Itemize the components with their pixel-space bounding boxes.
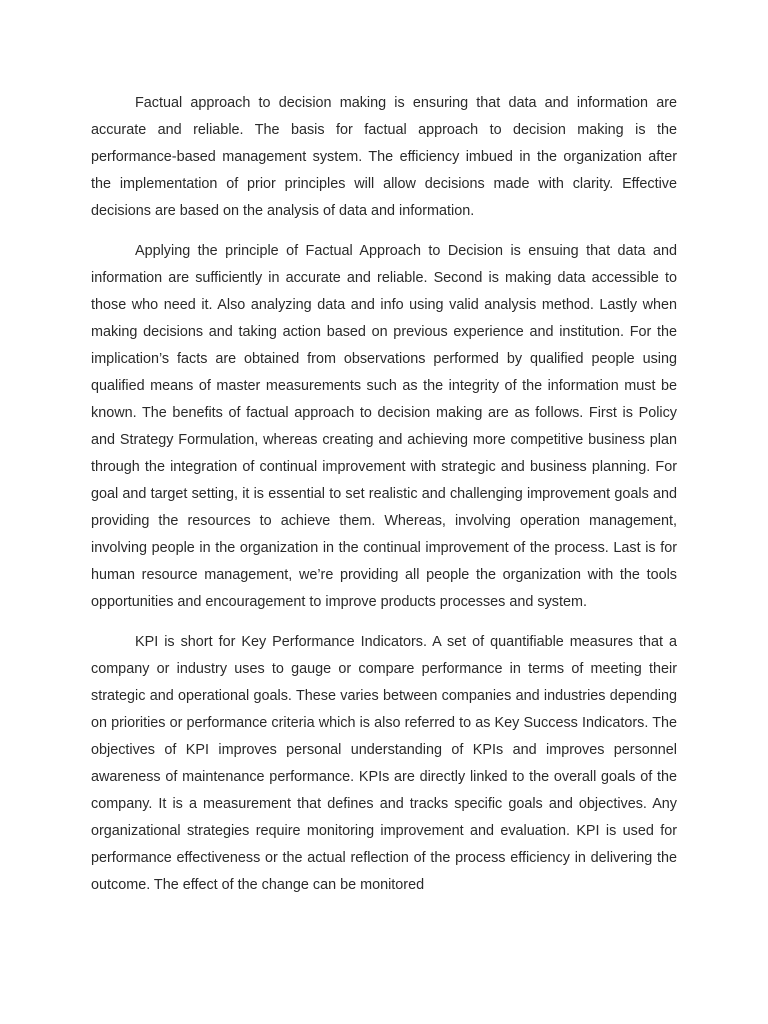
paragraph-kpi: KPI is short for Key Performance Indicators. A set of quantifiable measures that a company or industry uses to gauge or compare performance in terms of meeting their strategic and operational goals. These varies between companies and industries depending on priorities or performance criteria which is also referred to as Key Success Indicators. The objectives of KPI improves personal understanding of KPIs and improves personnel awareness of maintenance performance. KPIs are directly linked to the overall goals of the company. It is a measurement that defines and tracks specific goals and objectives. Any organizational strategies require monitoring improvement and evaluation. KPI is used for performance effectiveness or the actual reflection of the process efficiency in delivering the outcome. The effect of the change can be monitored: [91, 634, 677, 893]
paragraph-applying-principle: Applying the principle of Factual Approach to Decision is ensuing that data and information are sufficiently in accurate and reliable. Second is making data accessible to those who need it. Also analyzing data and info using valid analysis method. Lastly when making decisions and taking action based on previous experience and institution. For the implication’s facts are obtained from observations performed by qualified people using qualified means of master measurements such as the integrity of the information must be known. The benefits of factual approach to decision making are as follows. First is Policy and Strategy Formulation, whereas creating and achieving more competitive business plan through the integration of continual improvement with strategic and business planning. For goal and target setting, it is essential to set realistic and challenging improvement goals and providing the resources to achieve them. Whereas, involving operation management, involving people in the organization in the continual improvement of the process. Last is for human resource management, we’re providing all people the organization with the tools opportunities and encouragement to improve products processes and system.: [91, 243, 677, 610]
document-body: [91, 90, 677, 912]
paragraph-factual-approach: Factual approach to decision making is ensuring that data and information are accurate and reliable. The basis for factual approach to decision making is the performance-based management system. The efficiency imbued in the organization after the implementation of prior principles will allow decisions made with clarity. Effective decisions are based on the analysis of data and information.: [91, 95, 677, 219]
